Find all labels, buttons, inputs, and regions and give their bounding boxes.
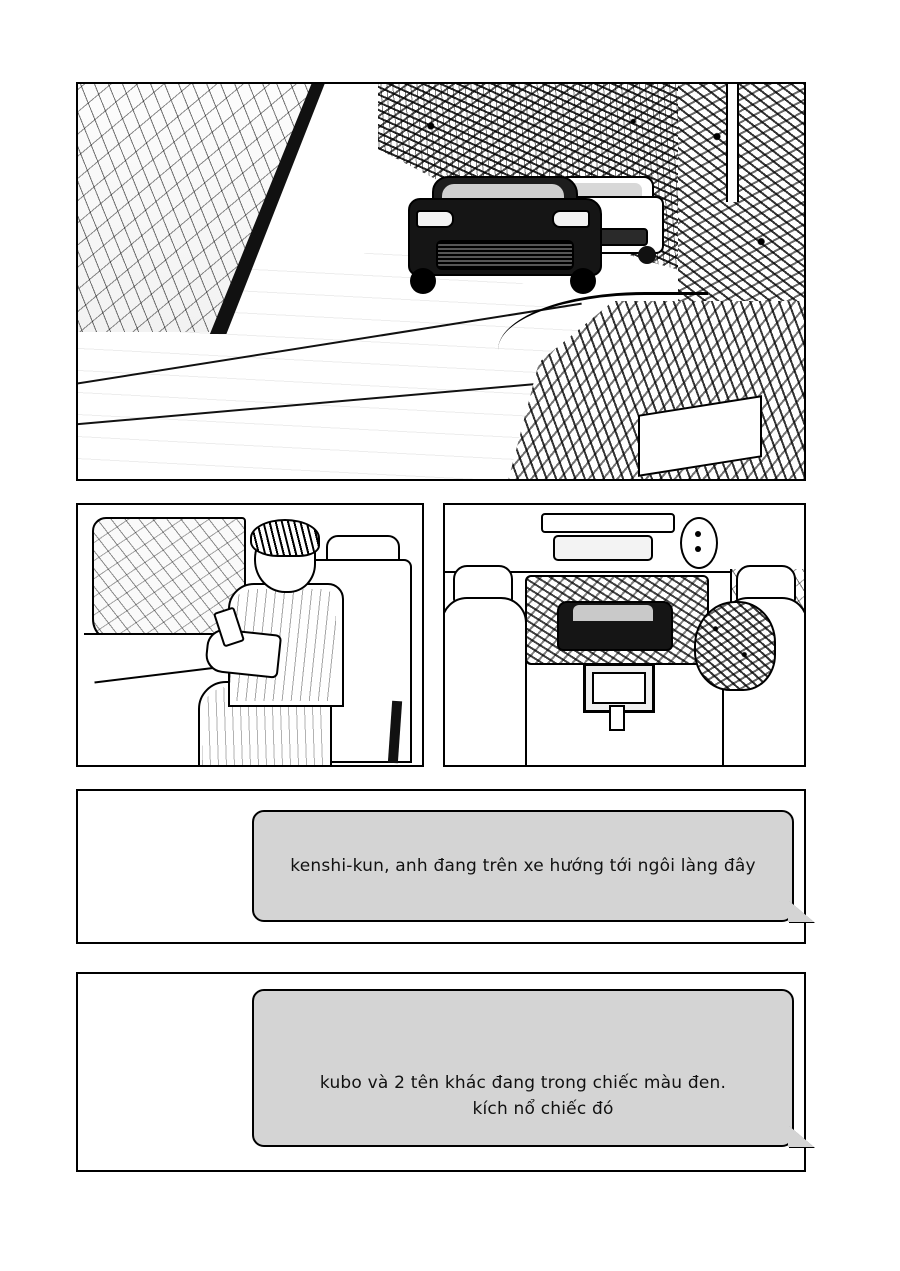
speech-bubble-tail — [788, 1125, 814, 1147]
car-interior-panel — [443, 503, 806, 767]
dome-light — [553, 535, 653, 561]
speech-bubble-1-text: kenshi-kun, anh đang trên xe hướng tới ngôi làng đây — [290, 855, 756, 876]
suv-grille — [436, 240, 574, 270]
front-seat-left — [443, 597, 527, 767]
dialogue-panel-2 — [76, 972, 806, 1172]
suv-wheel — [570, 268, 596, 294]
speech-bubble-2-text-wrapper — [294, 1043, 752, 1148]
black-suv — [408, 176, 598, 286]
suv-wheel — [410, 268, 436, 294]
man-in-rear-seat-panel — [76, 503, 424, 767]
suv-headlight — [552, 210, 590, 228]
page-footer — [0, 1243, 900, 1265]
speech-bubble-1 — [252, 810, 794, 922]
screen-inner — [592, 672, 646, 704]
display-stem — [609, 705, 625, 731]
man-hair — [250, 519, 320, 557]
passenger-head — [694, 601, 776, 691]
speech-bubble-2-line-2: kích nổ chiếc đó — [472, 1099, 614, 1119]
speech-bubble-2-line-1: kubo và 2 tên khác đang trong chiếc màu đen. — [319, 1072, 727, 1093]
dialogue-panel-1 — [76, 789, 806, 944]
van-wheel — [638, 246, 656, 264]
suv-headlight — [416, 210, 454, 228]
ellipsis-speech-bubble — [680, 517, 718, 569]
speech-bubble-2 — [252, 989, 794, 1147]
car-ahead-window — [573, 605, 653, 621]
sun-visor — [541, 513, 675, 533]
road-scene-panel — [76, 82, 806, 481]
speech-bubble-tail — [788, 900, 814, 922]
utility-pole — [726, 82, 739, 202]
